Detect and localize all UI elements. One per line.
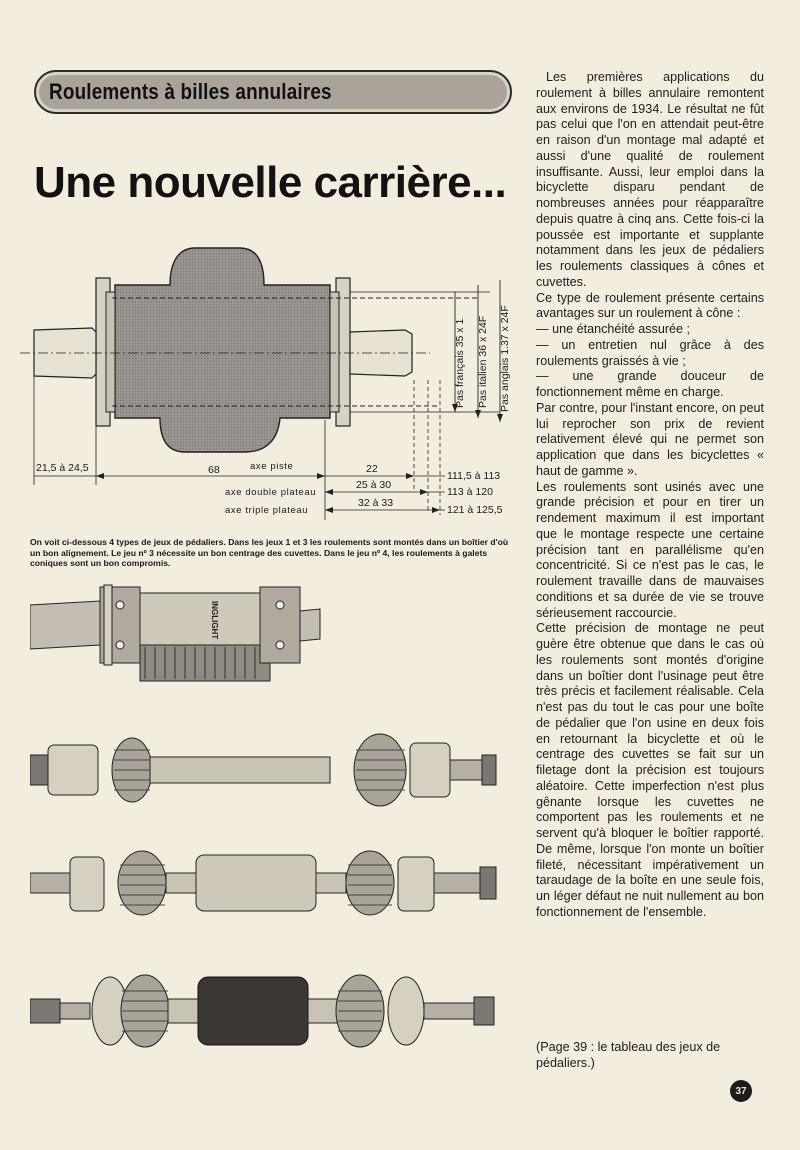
dim-32-33: 32 à 33 [358,497,394,509]
dim-22: 22 [366,463,378,475]
section-title: Roulements à billes annulaires [49,79,332,104]
list-item-1: — une étanchéité assurée ; [536,322,691,336]
len-piste: 111,5 à 113 [447,470,501,482]
bracket-photo-3 [30,835,510,935]
section-header [34,70,512,114]
paragraph-5: Cette précision de montage ne peut guère être obtenue que dans le cas où les roulements sont montés d'origine dans un boîtier dont l'usinage peut être très précis et facilement réalisable. Cela n'est pas du tout le cas pour une boîte de pédalier que l'on usine en deux fois en retournant la bicyclette et où le centrage des cuvettes se fait sur un filetage dont la précision est toujours aléatoire. Cette imperfection n'est plus gênante lorsque les cuvettes ne comportent pas les roulements et ne servent qu'à bloquer le boîtier rapporté. De même, lorsque l'on monte un boîtier fileté, nécessitant impérativement un taraudage de la boîte en une seule fois, un léger défaut ne nuit nullement au bon fonctionnement de l'ensemble. [536,621,764,919]
diagram-svg [20,240,520,530]
thread-it-label: Pas italien 36 x 24F [477,315,489,408]
bottom-bracket-diagram [20,240,520,530]
bracket-photo-1 [30,575,510,695]
paragraph-3: Par contre, pour l'instant encore, on peut lui reprocher son prix de revient relativement élevé qui ne permet son application que dans les bicyclettes « haut de gamme ». [536,400,764,478]
page-number: 37 [730,1080,752,1102]
paragraph-4: Les roulements sont usinés avec une grande précision et pour en tirer un rendement maximum il est important que le montage respecte une certaine précision tant en parallélisme qu'en concentricité. Si ce n'est pas le cas, le roulement travaille dans de mauvaises conditions et sa durée de vie se trouve sérieusement raccourcie. [536,479,764,620]
shell-shape [115,248,330,452]
reference-note: (Page 39 : le tableau des jeux de pédaliers.) [536,1040,721,1070]
axe-double-label: axe double plateau [225,487,317,498]
axe-piste-label: axe piste [250,461,294,472]
paragraph-1: Les premières applications du roulement à billes annulaire remontent aux environs de 1934. Le résultat ne fût pas celui que l'on en attendait peut-être en raison d'un montage mal adapté et aussi d'une qualité de roulement insuffisante. Aussi, leur emploi dans la bicyclette disparu pendant de nombreuses années pour réapparaître depuis quatre à cinq ans. Cette fois-ci la poussée est importante et supplante notamment dans les jeux de pédaliers les roulements classiques à cônes et cuvettes. [536,70,764,289]
bracket-photo-2 [30,715,510,825]
paragraph-2: Ce type de roulement présente certains avantages sur un roulement à cône : [536,290,764,321]
list-item-2: — un entretien nul grâce à des roulements graissés à vie ; [536,337,764,368]
list-item-3: — une grande douceur de fonctionnement même en charge. [536,369,764,399]
dim-25-30: 25 à 30 [356,479,392,491]
page-title: Une nouvelle carrière... [34,158,507,207]
article-body [536,70,764,921]
figure-caption: On voit ci-dessous 4 types de jeux de pédaliers. Dans les jeux 1 et 3 les roulements sont montés dans un boîtier d'où un bon alignement. Le jeu nº 3 nécessite un bon centrage des cuvettes. Dans le jeu nº 4, les roulements à galets coniques sont un bon compromis. [30,537,509,568]
bracket-photo-4 [30,955,510,1065]
thread-an-label: Pas anglais 1.37 x 24F [499,305,511,412]
thread-fr-label: Pas français 35 x 1 [454,318,466,408]
len-triple: 121 à 125,5 [447,504,503,516]
axe-triple-label: axe triple plateau [225,505,309,516]
len-double: 113 à 120 [447,486,493,498]
cartridge-brand-text: INGLIGHT [210,601,219,640]
dim-left: 21,5 à 24,5 [36,462,89,474]
dim-center: 68 [208,464,220,476]
